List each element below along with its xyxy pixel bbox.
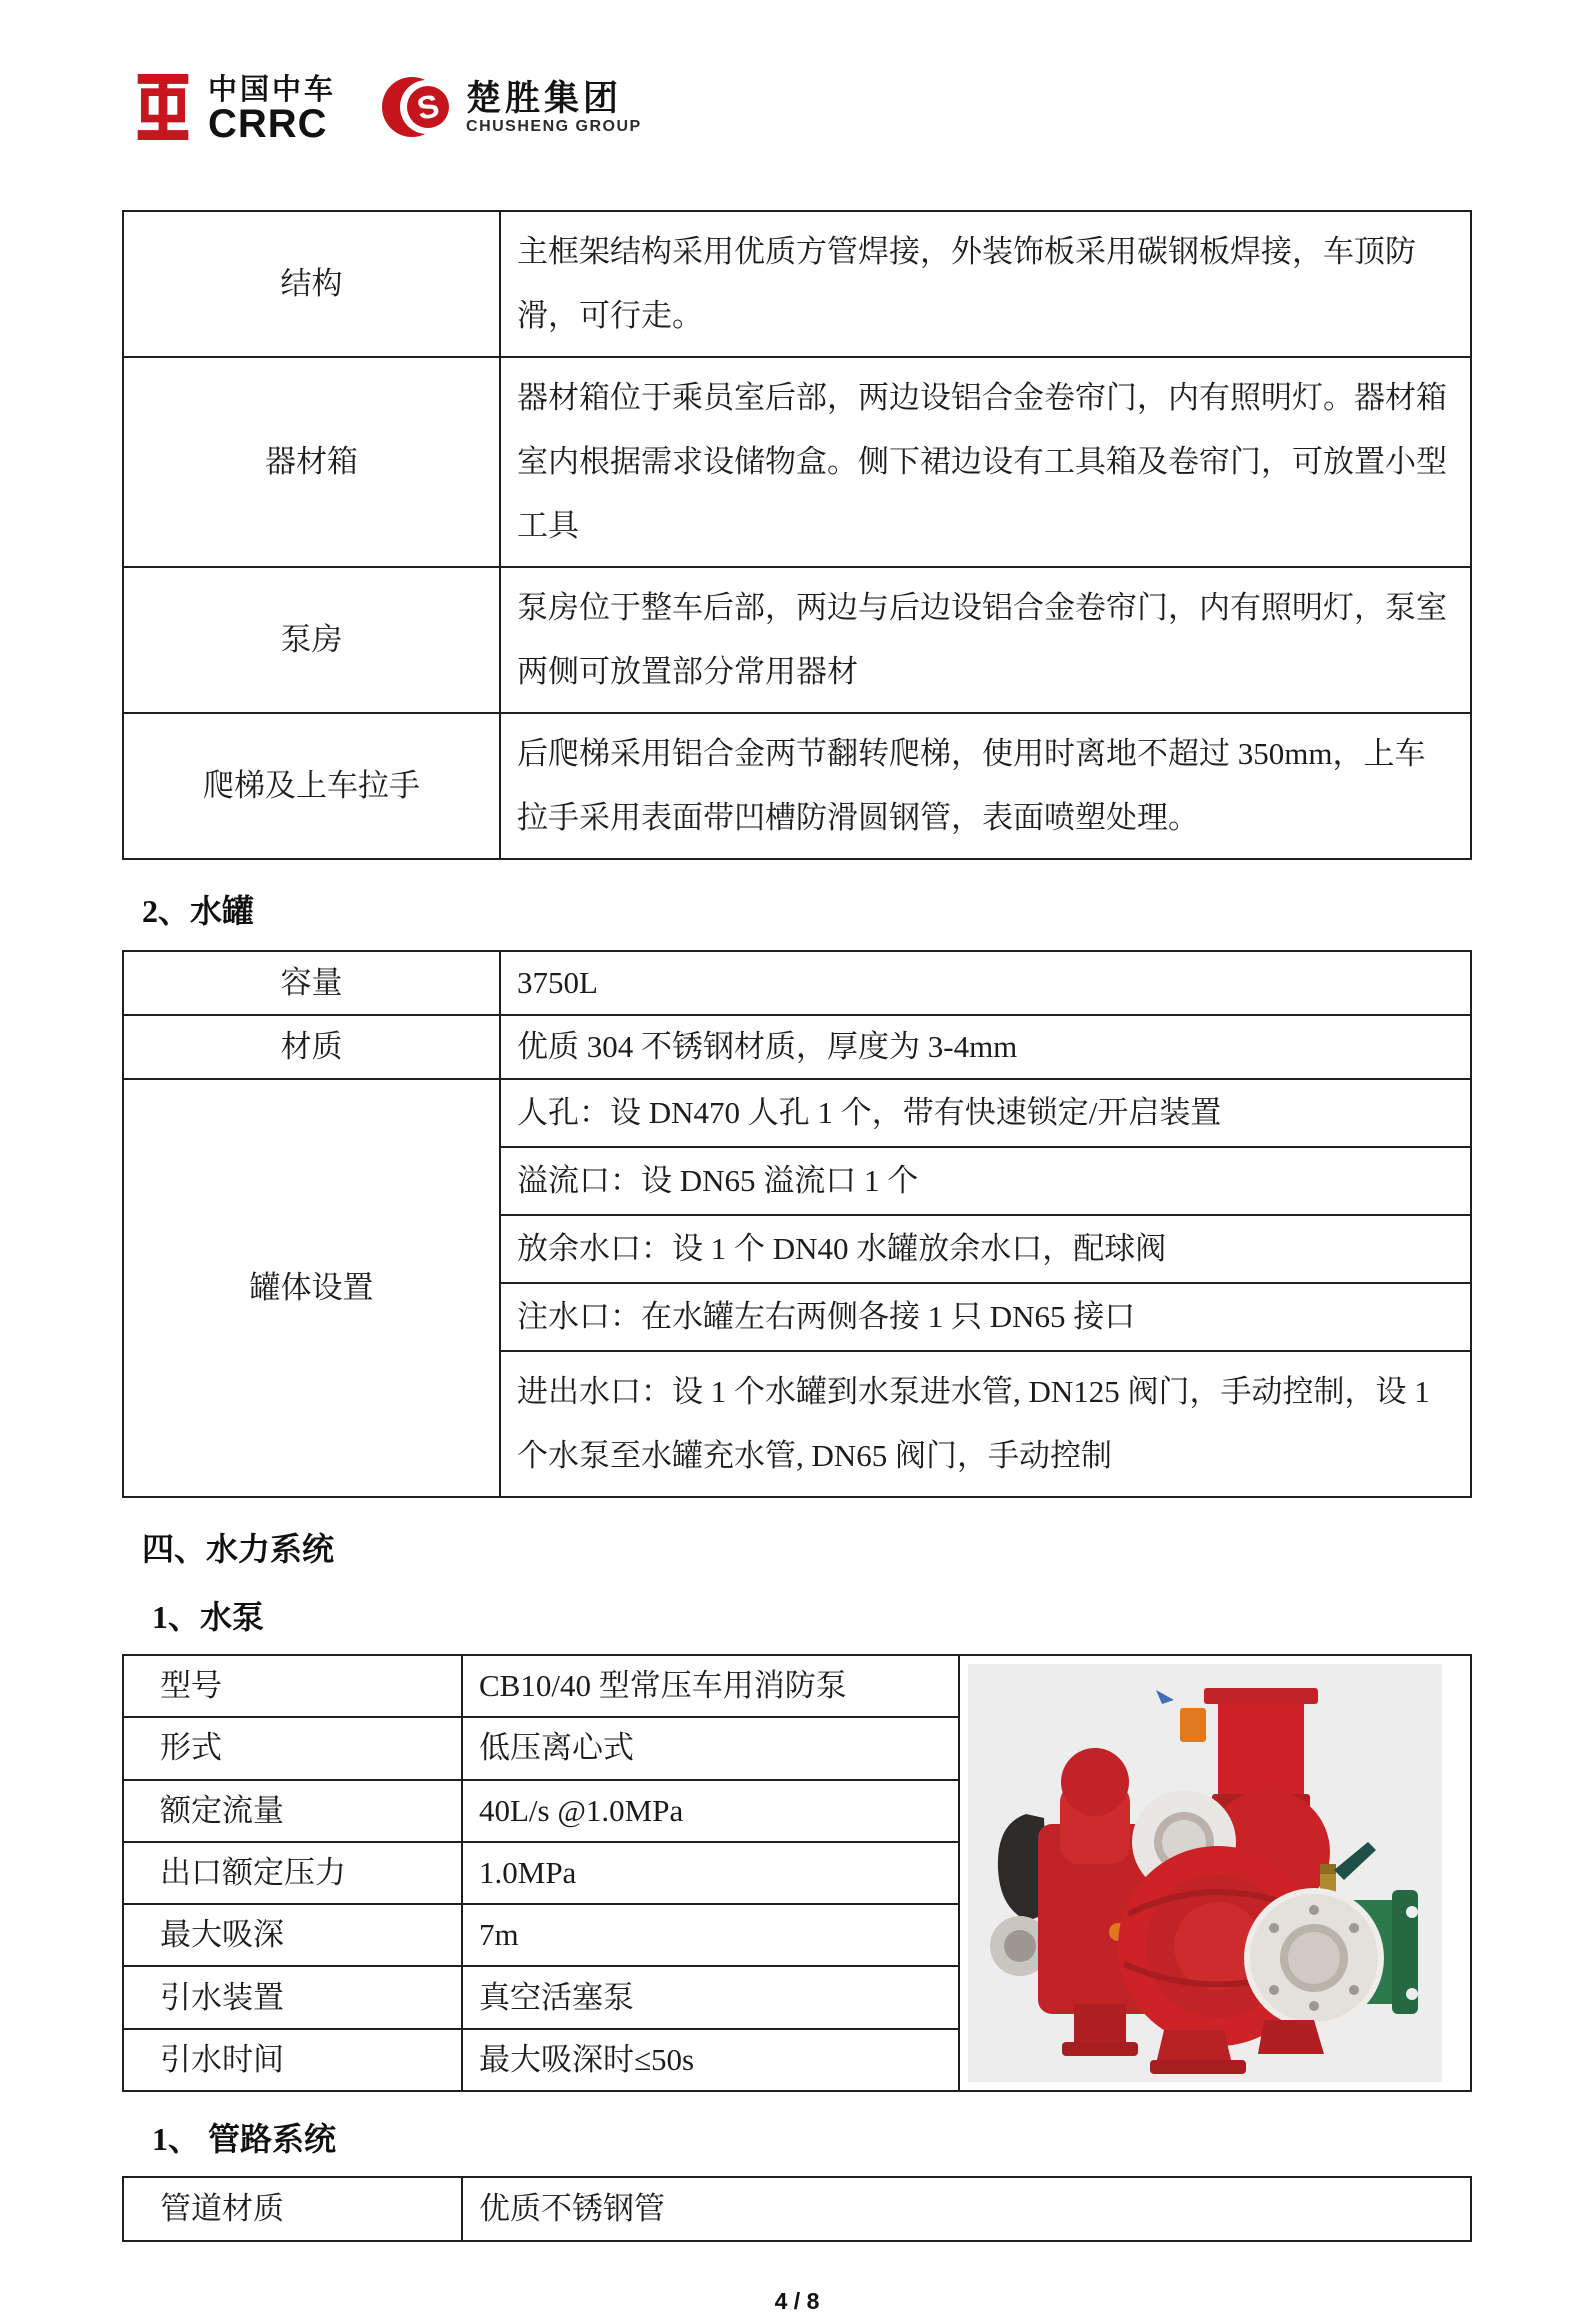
chusheng-name-cn: 楚胜集团	[466, 79, 623, 118]
spec-label-cell: 出口额定压力	[123, 1842, 462, 1904]
water-pump-table	[122, 1654, 1472, 2092]
chusheng-crescent-s-emblem-icon	[382, 71, 454, 148]
table-row	[123, 357, 1471, 567]
spec-value-cell: 真空活塞泵	[462, 1966, 959, 2028]
spec-label-cell: 最大吸深	[123, 1904, 462, 1966]
piping-table	[122, 2176, 1472, 2242]
chusheng-logo	[382, 71, 642, 148]
spec-value-cell: 进出水口：设 1 个水罐到水泵进水管, DN125 阀门，手动控制，设 1 个水泵至水罐充水管, DN65 阀门，手动控制	[500, 1351, 1471, 1497]
spec-label-cell: 额定流量	[123, 1780, 462, 1842]
spec-label-cell: 形式	[123, 1717, 462, 1779]
spec-value-cell: 后爬梯采用铝合金两节翻转爬梯，使用时离地不超过 350mm，上车拉手采用表面带凹槽防滑圆钢管，表面喷塑处理。	[500, 713, 1471, 859]
spec-value-cell: 泵房位于整车后部，两边与后边设铝合金卷帘门，内有照明灯，泵室两侧可放置部分常用器材	[500, 567, 1471, 713]
spec-value-cell: 优质 304 不锈钢材质，厚度为 3-4mm	[500, 1015, 1471, 1079]
spec-value-cell: 注水口：在水罐左右两侧各接 1 只 DN65 接口	[500, 1283, 1471, 1351]
table-row	[123, 211, 1471, 357]
table-row	[123, 1015, 1471, 1079]
spec-label-cell: 结构	[123, 211, 500, 357]
page-number: 4 / 8	[774, 2288, 820, 2314]
spec-label-cell: 容量	[123, 951, 500, 1015]
crrc-logo	[130, 74, 336, 145]
spec-value-cell: 优质不锈钢管	[462, 2177, 1471, 2241]
spec-value-cell: 溢流口：设 DN65 溢流口 1 个	[500, 1147, 1471, 1215]
body-structure-table	[122, 210, 1472, 860]
chusheng-name-en: CHUSHENG GROUP	[466, 118, 642, 135]
spec-label-cell: 器材箱	[123, 357, 500, 567]
spec-label-cell: 爬梯及上车拉手	[123, 713, 500, 859]
section-title-water-tank: 2、水罐	[142, 893, 255, 929]
subsection-title-pump: 1、水泵	[152, 1599, 265, 1635]
spec-label-cell-tank-setup: 罐体设置	[123, 1079, 500, 1497]
table-row	[123, 1079, 1471, 1147]
subsection-title-piping: 1、 管路系统	[152, 2121, 337, 2157]
spec-value-cell: 40L/s @1.0MPa	[462, 1780, 959, 1842]
section-title-hydraulic: 四、水力系统	[142, 1531, 335, 1567]
spec-value-cell: 1.0MPa	[462, 1842, 959, 1904]
header	[130, 72, 1472, 146]
spec-label-cell: 管道材质	[123, 2177, 462, 2241]
spec-value-cell: 主框架结构采用优质方管焊接，外装饰板采用碳钢板焊接，车顶防滑，可行走。	[500, 211, 1471, 357]
spec-value-cell: 7m	[462, 1904, 959, 1966]
table-row	[123, 2177, 1471, 2241]
spec-label-cell: 泵房	[123, 567, 500, 713]
table-row	[123, 713, 1471, 859]
spec-label-cell: 引水时间	[123, 2029, 462, 2091]
spec-value-cell: 器材箱位于乘员室后部，两边设铝合金卷帘门，内有照明灯。器材箱室内根据需求设储物盒。侧下裙边设有工具箱及卷帘门，可放置小型工具	[500, 357, 1471, 567]
chusheng-logo-text	[466, 81, 642, 137]
pump-image-cell	[959, 1655, 1471, 2091]
table-row	[123, 567, 1471, 713]
spec-label-cell: 引水装置	[123, 1966, 462, 2028]
spec-value-cell: 放余水口：设 1 个 DN40 水罐放余水口，配球阀	[500, 1215, 1471, 1283]
spec-value-cell: 最大吸深时≤50s	[462, 2029, 959, 2091]
crrc-name-cn: 中国中车	[208, 74, 337, 106]
spec-label-cell: 材质	[123, 1015, 500, 1079]
water-tank-table	[122, 950, 1472, 1498]
table-row	[123, 951, 1471, 1015]
fire-pump-image	[968, 1664, 1442, 2082]
svg-text:S: S	[413, 86, 443, 127]
spec-label-cell: 型号	[123, 1655, 462, 1717]
spec-value-cell: 3750L	[500, 951, 1471, 1015]
spec-value-cell: 人孔：设 DN470 人孔 1 个，带有快速锁定/开启装置	[500, 1079, 1471, 1147]
spec-value-cell: CB10/40 型常压车用消防泵	[462, 1655, 959, 1717]
spec-value-cell: 低压离心式	[462, 1717, 959, 1779]
crrc-logo-text	[208, 74, 337, 146]
table-row	[123, 1655, 1471, 1717]
crrc-che-emblem-icon	[130, 74, 196, 145]
crrc-name-en: CRRC	[208, 102, 328, 146]
